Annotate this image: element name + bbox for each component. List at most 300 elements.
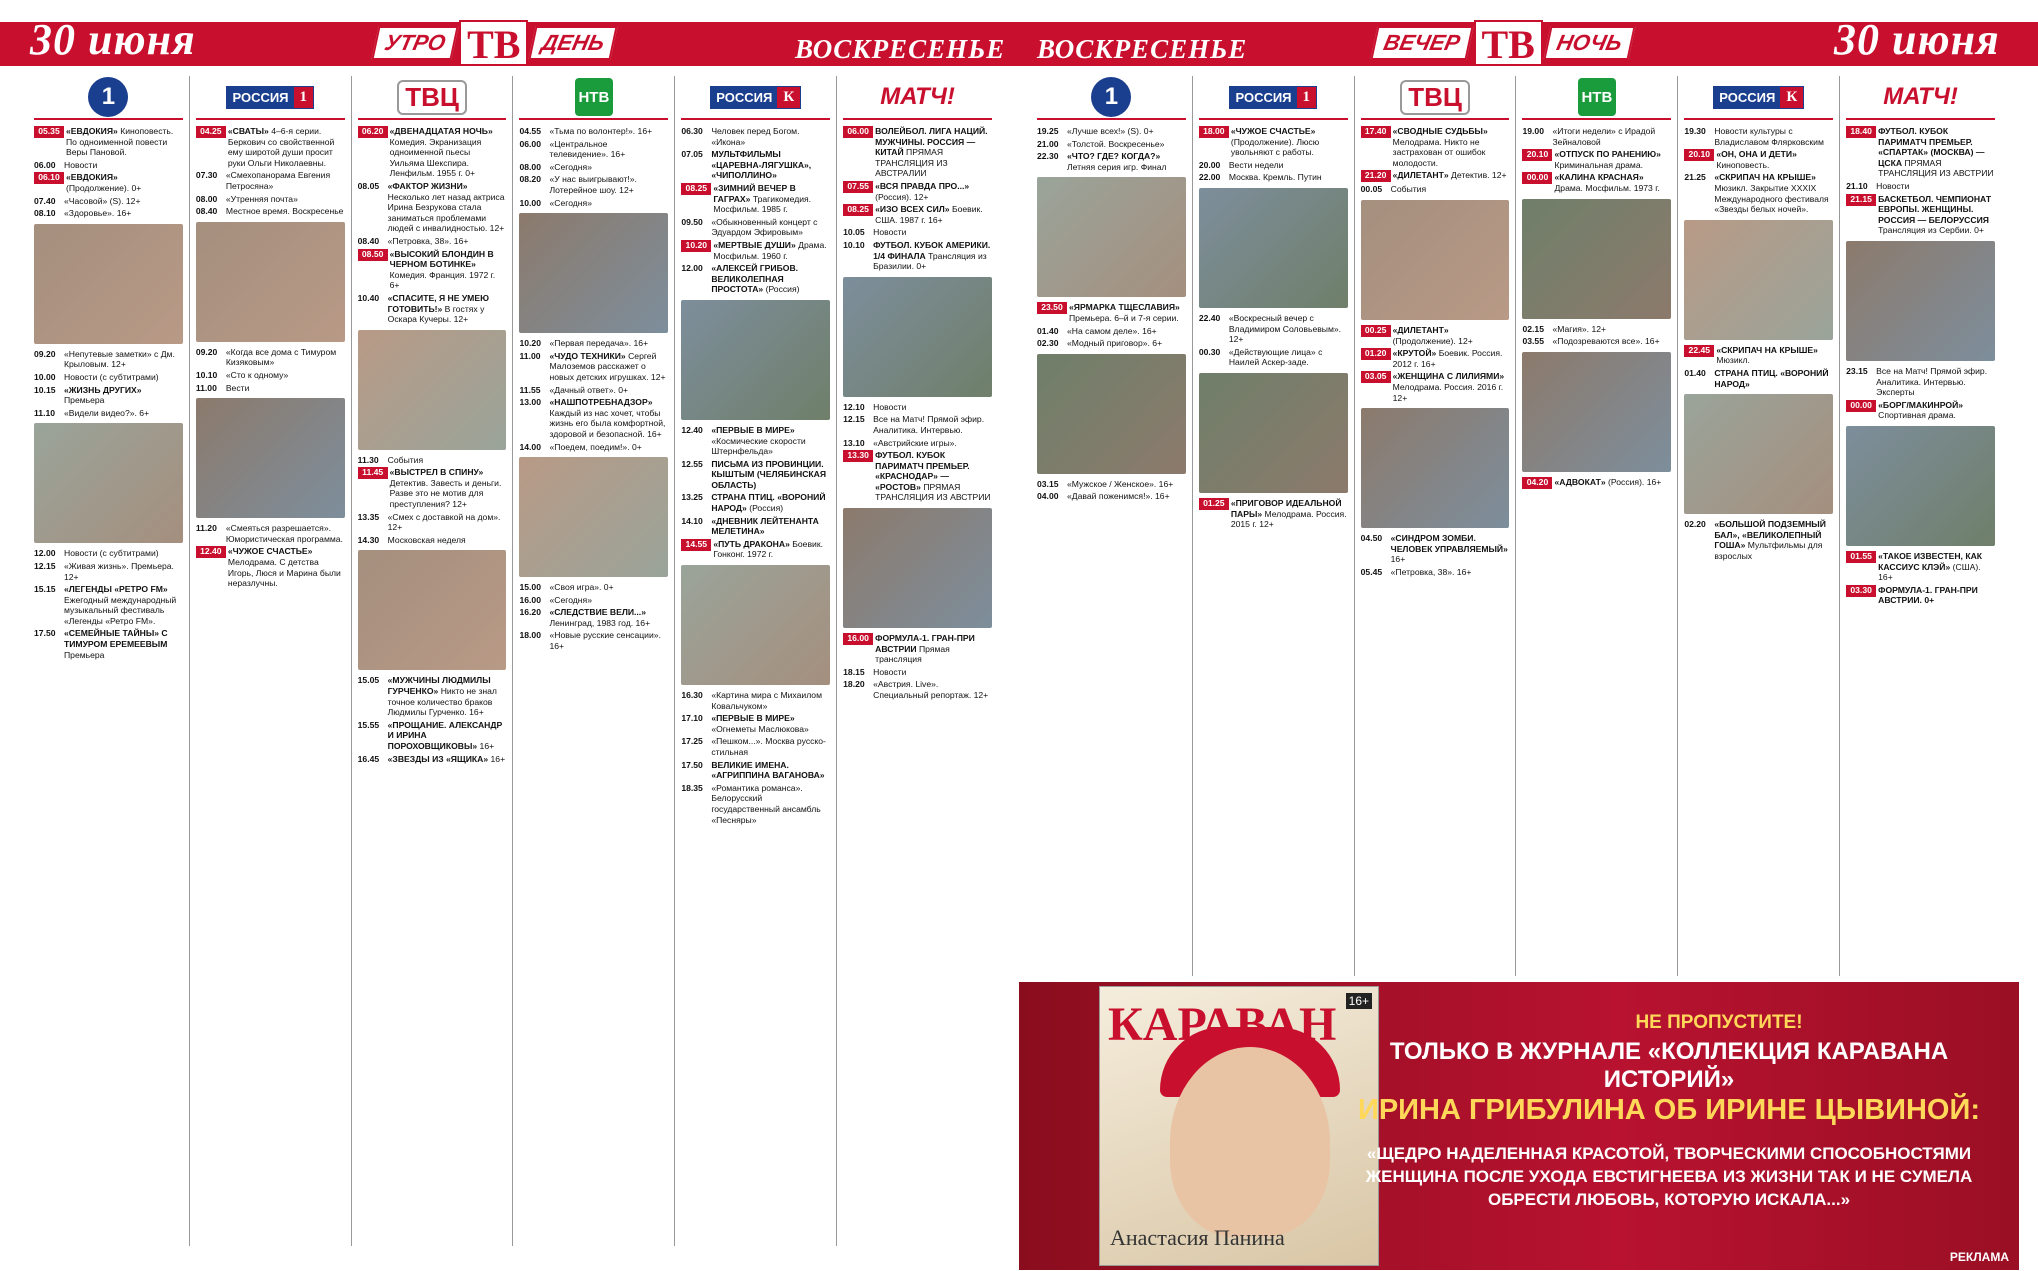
program-info [390,249,507,291]
program-info [390,467,507,509]
channel-logo [1037,76,1186,120]
schedule-right [1031,76,2001,976]
program-row [681,539,830,560]
program-title: «ЖИЗНЬ ДРУГИХ» [64,384,142,395]
program-info [711,690,830,711]
cover-face [1170,1047,1330,1237]
program-time: 04.25 [196,126,226,138]
program-photo [1684,394,1833,514]
program-photo [358,330,507,450]
program-time: 08.10 [34,208,56,219]
program-time: 17.50 [34,628,56,639]
program-row [681,149,830,181]
program-title: СТРАНА ПТИЦ. «ВОРОНИЙ НАРОД» [1714,367,1829,389]
program-time: 22.45 [1684,345,1714,357]
program-title: «КАЛИНА КРАСНАЯ» [1554,172,1644,183]
program-info [64,349,183,370]
program-row [1199,498,1348,530]
program-time: 11.00 [195,382,217,393]
program-desc: Прямая трансляция [875,643,950,665]
program-info [1231,498,1348,530]
russia-logo [1229,86,1317,109]
ad-kicker: НЕ ПРОПУСТИТЕ! [1635,1012,1803,1033]
program-info [1878,585,1995,606]
program-row [1522,126,1671,147]
program-desc: «Своя игра». 0+ [549,582,614,593]
program-info [64,160,183,171]
program-photo [1684,220,1833,340]
program-desc: Новости [873,227,907,238]
program-row [843,402,992,413]
program-time: 14.30 [357,534,380,545]
program-time: 17.40 [1361,126,1391,138]
program-time: 09.20 [195,346,218,357]
program-title: «ВСЯ ПРАВДА ПРО...» [875,180,970,191]
program-row [519,397,668,439]
program-time: 07.05 [681,149,703,160]
program-desc: «Часовой» (S). 12+ [64,195,141,206]
program-info [64,561,183,582]
channel-one-logo: 1 [1091,77,1131,117]
program-title: «ДНЕВНИК ЛЕЙТЕНАНТА МЕЛЕТИНА» [711,515,819,537]
program-title: «АЛЕКСЕЙ ГРИБОВ. ВЕЛИКОЛЕПНАЯ ПРОСТОТА» [711,263,799,295]
program-time: 08.00 [519,161,541,172]
program-time: 17.50 [681,759,703,770]
program-row [843,240,992,272]
program-photo [358,550,507,670]
program-time: 12.00 [34,548,56,559]
program-photo [34,423,183,543]
program-desc: Мелодрама. Россия. 2016 г. 12+ [1392,381,1504,403]
program-info [64,548,183,559]
program-row [681,263,830,295]
program-desc: «Сегодня» [549,594,592,605]
program-row [196,546,345,588]
program-desc: «Сегодня» [549,197,592,208]
program-desc: «Когда все дома с Тимуром Кизяковым» [225,346,337,368]
program-time: 16.30 [681,690,703,701]
program-info [1067,126,1186,137]
program-row [1361,184,1510,195]
program-time: 02.30 [1037,338,1059,349]
program-row [358,535,507,546]
program-row [1522,324,1671,335]
program-desc: «Первая передача». 16+ [549,338,649,349]
program-info [66,172,183,193]
program-info [873,438,992,449]
program-desc: ПРЯМАЯ ТРАНСЛЯЦИЯ ИЗ АВСТРИИ [875,481,991,503]
program-info [226,383,345,394]
program-desc: Киноповесть. [1716,159,1770,170]
program-photo [196,222,345,342]
program-desc: Спортивная драма. [1878,410,1956,421]
program-info [1714,126,1833,147]
program-info [1876,366,1995,398]
program-desc: ПРЯМАЯ ТРАНСЛЯЦИЯ ИЗ АВСТРИИ [1878,157,1994,179]
program-title: ФОРМУЛА-1. ГРАН-ПРИ АВСТРИИ [875,633,975,654]
program-info [549,162,668,173]
channel-one-logo: 1 [88,77,128,117]
program-desc: События [387,454,424,465]
utro-tv-den-logo [375,22,615,67]
program-desc: «Сегодня» [549,161,592,172]
program-info [711,713,830,734]
program-info [1393,348,1510,369]
weekday-left: ВОСКРЕСЕНЬЕ [795,34,1006,64]
program-info [1878,551,1995,583]
program-time: 08.20 [519,174,541,185]
program-desc: «Романтика романса». Белорусский государственный ансамбль «Песняры» [711,782,821,825]
program-desc: Местное время. Воскресенье [225,206,344,217]
program-desc: «Сто к одному» [225,369,289,380]
program-desc: Мюзикл. [1716,355,1750,366]
program-photo [1846,241,1995,361]
match-logo: МАТЧ! [1883,83,1958,110]
russia-logo-mark: 1 [1297,87,1317,108]
program-row [34,561,183,582]
program-row [1846,551,1995,583]
ad-quote: «ЩЕДРО НАДЕЛЕННАЯ КРАСОТОЙ, ТВОРЧЕСКИМИ СПОСОБНОСТЯМИ ЖЕНЩИНА ПОСЛЕ УХОДА ЕВСТИГНЕЕВА ИЗ ЖИЗНИ ТАК И НЕ СУМЕЛА ОБРЕСТИ ЛЮБОВЬ, КОТОРУЮ ИСКАЛА...» [1365,1144,1973,1209]
program-desc: «Поедем, поедим!». 0+ [549,441,642,452]
program-row [1361,533,1510,565]
program-title: ФУТБОЛ. КУБОК ПАРИМАТЧ ПРЕМЬЕР. «СПАРТАК» (МОСКВА) — ЦСКА [1878,126,1985,168]
program-row [1037,151,1186,172]
program-time: 08.40 [357,235,380,246]
program-time: 08.00 [195,193,218,204]
program-row [34,172,183,193]
program-photo [843,277,992,397]
program-info [1393,371,1510,403]
channel-logo [196,76,345,120]
program-photo [1199,373,1348,493]
program-info [1391,567,1510,578]
program-row [519,385,668,396]
program-time: 07.30 [195,170,218,181]
program-time: 00.00 [1846,400,1876,412]
program-time: 16.00 [843,633,873,645]
program-info [549,630,668,651]
program-info [549,397,668,439]
program-time: 21.25 [1684,172,1706,183]
program-time: 03.05 [1361,371,1391,383]
program-desc: Трансляция из Бразилии. 0+ [873,250,987,272]
russia-logo-word: РОССИЯ [711,87,777,108]
program-time: 03.30 [1846,585,1876,597]
program-time: 22.30 [1037,151,1059,162]
program-desc: «Здоровье». 16+ [64,208,132,219]
program-info [875,204,992,225]
program-row [843,667,992,678]
channel-column [28,76,190,1246]
program-row [358,293,507,325]
program-time: 11.45 [358,467,388,479]
program-time: 13.35 [357,511,380,522]
program-desc: «Пешком...». Москва русско-стильная [711,736,826,757]
program-info [549,595,668,606]
program-info [1067,139,1186,150]
cover-name: Анастасия Панина [1110,1225,1285,1250]
program-time: 06.00 [34,159,56,170]
program-info [549,126,668,137]
program-desc: Мелодрама. Россия. 2015 г. 12+ [1230,508,1347,530]
program-desc: Детектив. 12+ [1451,170,1507,181]
program-row [681,516,830,537]
program-row [1846,585,1995,606]
program-time: 15.00 [519,582,541,593]
program-row [1199,160,1348,171]
program-row [843,126,992,179]
program-info [1069,302,1186,323]
program-title: ПИСЬМА ИЗ ПРОВИНЦИИ. КЫШТЫМ (ЧЕЛЯБИНСКАЯ ОБЛАСТЬ) [711,458,827,490]
program-desc: «Петровка, 38». 16+ [1390,566,1472,577]
program-title: «СВОДНЫЕ СУДЬБЫ» [1392,126,1488,136]
ad-headline: ИРИНА ГРИБУЛИНА ОБ ИРИНЕ ЦЫВИНОЙ: [1358,1094,1980,1126]
program-time: 10.00 [34,371,56,382]
program-row [681,783,830,825]
russia-logo-word: РОССИЯ [1230,87,1296,108]
program-desc: «Смеяться разрешается». Юмористическая программа. [225,523,343,544]
program-desc: Вести недели [1228,159,1284,170]
program-time: 04.00 [1037,491,1059,502]
program-time: 00.05 [1360,184,1383,195]
program-row [196,194,345,205]
program-row [681,690,830,711]
program-time: 13.25 [681,492,703,503]
program-info [388,675,507,717]
program-desc: Новости культуры с Владиславом Флярковским [1714,126,1824,147]
program-row [358,181,507,234]
program-time: 16.20 [519,607,541,618]
program-info [1552,336,1671,347]
channel-logo [358,76,507,120]
program-info [549,607,668,628]
program-row [34,385,183,406]
program-row [681,240,830,261]
program-row [1846,126,1995,179]
program-info [1231,126,1348,158]
program-row [196,370,345,381]
program-time: 16.45 [357,753,380,764]
program-photo [681,565,830,685]
channel-logo [1361,76,1510,120]
program-time: 01.40 [1037,325,1059,336]
program-photo [1522,352,1671,472]
program-time: 09.50 [681,216,703,227]
logo-morning: УТРО [371,26,458,60]
program-desc: Премьера [64,649,105,660]
program-title: «ВЫСТРЕЛ В СПИНУ» [389,467,484,478]
program-info [228,546,345,588]
program-info [711,783,830,825]
program-time: 05.35 [34,126,64,138]
program-info [1714,519,1833,561]
program-desc: Московская неделя [387,534,466,545]
program-time: 09.20 [34,348,56,359]
program-row [196,523,345,544]
program-info [713,539,830,560]
program-time: 20.10 [1684,149,1714,161]
program-title: «ИЗО ВСЕХ СИЛ» [875,204,952,215]
program-title: «ПУТЬ ДРАКОНА» [713,538,793,549]
right-page [1019,0,2038,1271]
program-info [711,217,830,238]
program-row [358,126,507,179]
program-desc: Драма. Мосфильм. 1960 г. [713,239,827,261]
program-row [34,349,183,370]
program-desc: «Центральное телевидение». 16+ [549,138,626,160]
program-title: «ЧУЖОЕ СЧАСТЬЕ» [1230,126,1316,136]
program-title: МУЛЬТФИЛЬМЫ «ЦАРЕВНА-ЛЯГУШКА», «ЧИПОЛЛИНО» [711,149,812,181]
program-desc: Все на Матч! Прямой эфир. Аналитика. Интервью. [873,414,985,435]
program-time: 06.10 [34,172,64,184]
program-time: 06.00 [843,126,873,138]
program-row [519,139,668,160]
program-time: 23.15 [1846,365,1868,376]
program-info [388,236,507,247]
channel-column [675,76,837,1246]
program-time: 06.30 [681,126,703,136]
program-desc: Трагикомедия. Мосфильм. 1985 г. [713,193,812,215]
program-desc: Все на Матч! Прямой эфир. Аналитика. Интервью. Эксперты [1876,365,1988,398]
program-row [1522,149,1671,170]
program-info [549,351,668,383]
program-desc: (Россия) [749,503,784,514]
program-title: «СКРИПАЧ НА КРЫШЕ» [1714,172,1816,183]
tvc-logo: ТВЦ [397,80,467,115]
program-row [1684,172,1833,214]
program-info [1229,160,1348,171]
program-row [1037,326,1186,337]
program-desc: (Россия). 12+ [875,191,929,202]
program-info [1552,126,1671,147]
weekday-right: ВОСКРЕСЕНЬЕ [1037,34,1248,64]
program-desc: 16+ [1390,554,1406,565]
russia-logo-mark: 1 [294,87,314,108]
program-info [1067,326,1186,337]
logo-tv: ТВ [1474,20,1543,66]
program-desc: ПРЯМАЯ ТРАНСЛЯЦИЯ ИЗ АВСТРАЛИИ [875,147,948,179]
program-row [843,450,992,503]
program-time: 10.20 [519,338,541,349]
program-row [34,628,183,660]
program-photo [1037,177,1186,297]
program-title: «МЕРТВЫЕ ДУШИ» [713,239,799,250]
channel-column [352,76,514,1246]
program-desc: «Австрия. Live». Специальный репортаж. 12+ [873,679,989,701]
program-info [549,198,668,209]
program-info [1878,126,1995,179]
program-row [1037,491,1186,502]
program-time: 22.00 [1198,172,1221,183]
program-time: 12.15 [843,414,865,425]
program-info [1714,368,1833,389]
program-title: «ОТПУСК ПО РАНЕНИЮ» [1554,149,1661,160]
program-row [196,206,345,217]
program-time: 03.15 [1037,478,1059,489]
program-title: «ЛЕГЕНДЫ «РЕТРО FM» [64,584,168,595]
program-info [711,459,830,491]
program-row [34,372,183,383]
program-title: СТРАНА ПТИЦ. «ВОРОНИЙ НАРОД» [711,492,826,514]
program-row [843,204,992,225]
program-time: 19.00 [1522,126,1544,136]
program-row [1361,170,1510,182]
program-row [1684,368,1833,389]
program-time: 10.00 [519,197,541,208]
program-desc: «Новые русские сенсации». 16+ [549,630,661,652]
program-row [1361,325,1510,346]
program-title: «ЧУДО ТЕХНИКИ» [549,350,629,361]
program-info [873,240,992,272]
program-time: 10.10 [843,239,865,250]
channel-logo [681,76,830,120]
program-title: «МУЖЧИНЫ ЛЮДМИЛЫ ГУРЧЕНКО» [387,675,491,697]
program-row [519,582,668,593]
program-time: 21.10 [1846,180,1868,191]
program-time: 11.20 [195,523,217,534]
program-time: 01.25 [1199,498,1229,510]
program-time: 18.15 [843,666,865,677]
schedule-left [28,76,998,1246]
program-title: «БОЛЬШОЙ ПОДЗЕМНЫЙ БАЛ», «ВЕЛИКОЛЕПНЫЙ ГОША» [1714,519,1826,551]
program-info [711,149,830,181]
program-desc: «Воскресный вечер с Владимиром Соловьевым». 12+ [1228,312,1342,345]
russia-logo-mark: К [777,87,800,108]
program-photo [1199,188,1348,308]
program-time: 21.20 [1361,170,1391,182]
program-info [1067,491,1186,502]
program-info [875,633,992,665]
program-info [226,206,345,217]
program-row [1037,338,1186,349]
program-title: «СИНДРОМ ЗОМБИ. ЧЕЛОВЕК УПРАВЛЯЕМЫЙ» [1390,533,1508,554]
program-time: 06.20 [358,126,388,138]
program-row [34,208,183,219]
program-desc: Вести [225,382,250,393]
program-title: «СПАСИТЕ, Я НЕ УМЕЮ ГОТОВИТЬ!» [387,292,489,314]
program-info [1393,325,1510,346]
program-desc: 16+ [479,741,495,751]
program-info [1716,149,1833,170]
program-info [388,754,507,765]
program-photo [681,300,830,420]
program-row [358,754,507,765]
program-title: ВЕЛИКИЕ ИМЕНА. «АГРИППИНА ВАГАНОВА» [711,759,825,781]
program-info [549,582,668,593]
program-time: 23.50 [1037,302,1067,314]
program-row [519,442,668,453]
program-row [843,438,992,449]
program-title: «ВЫСОКИЙ БЛОНДИН В ЧЕРНОМ БОТИНКЕ» [389,248,494,270]
program-time: 13.10 [843,437,865,448]
program-desc: Несколько лет назад актриса Ирина Безрукова стала заниматься проблемами людей с инвалидностью. 12+ [387,191,505,234]
program-info [711,492,830,513]
program-time: 08.50 [358,249,388,261]
program-time: 01.20 [1361,348,1391,360]
program-time: 15.15 [34,584,56,595]
program-time: 10.40 [357,292,380,303]
tvc-logo: ТВЦ [1400,80,1470,115]
program-info [711,263,830,295]
channel-logo [519,76,668,120]
program-title: «ОН, ОНА И ДЕТИ» [1716,149,1797,160]
program-info [1554,477,1671,489]
program-time: 12.55 [681,458,703,469]
program-time: 13.30 [843,450,873,462]
program-row [681,760,830,781]
program-info [64,628,183,660]
program-time: 14.10 [681,515,703,526]
